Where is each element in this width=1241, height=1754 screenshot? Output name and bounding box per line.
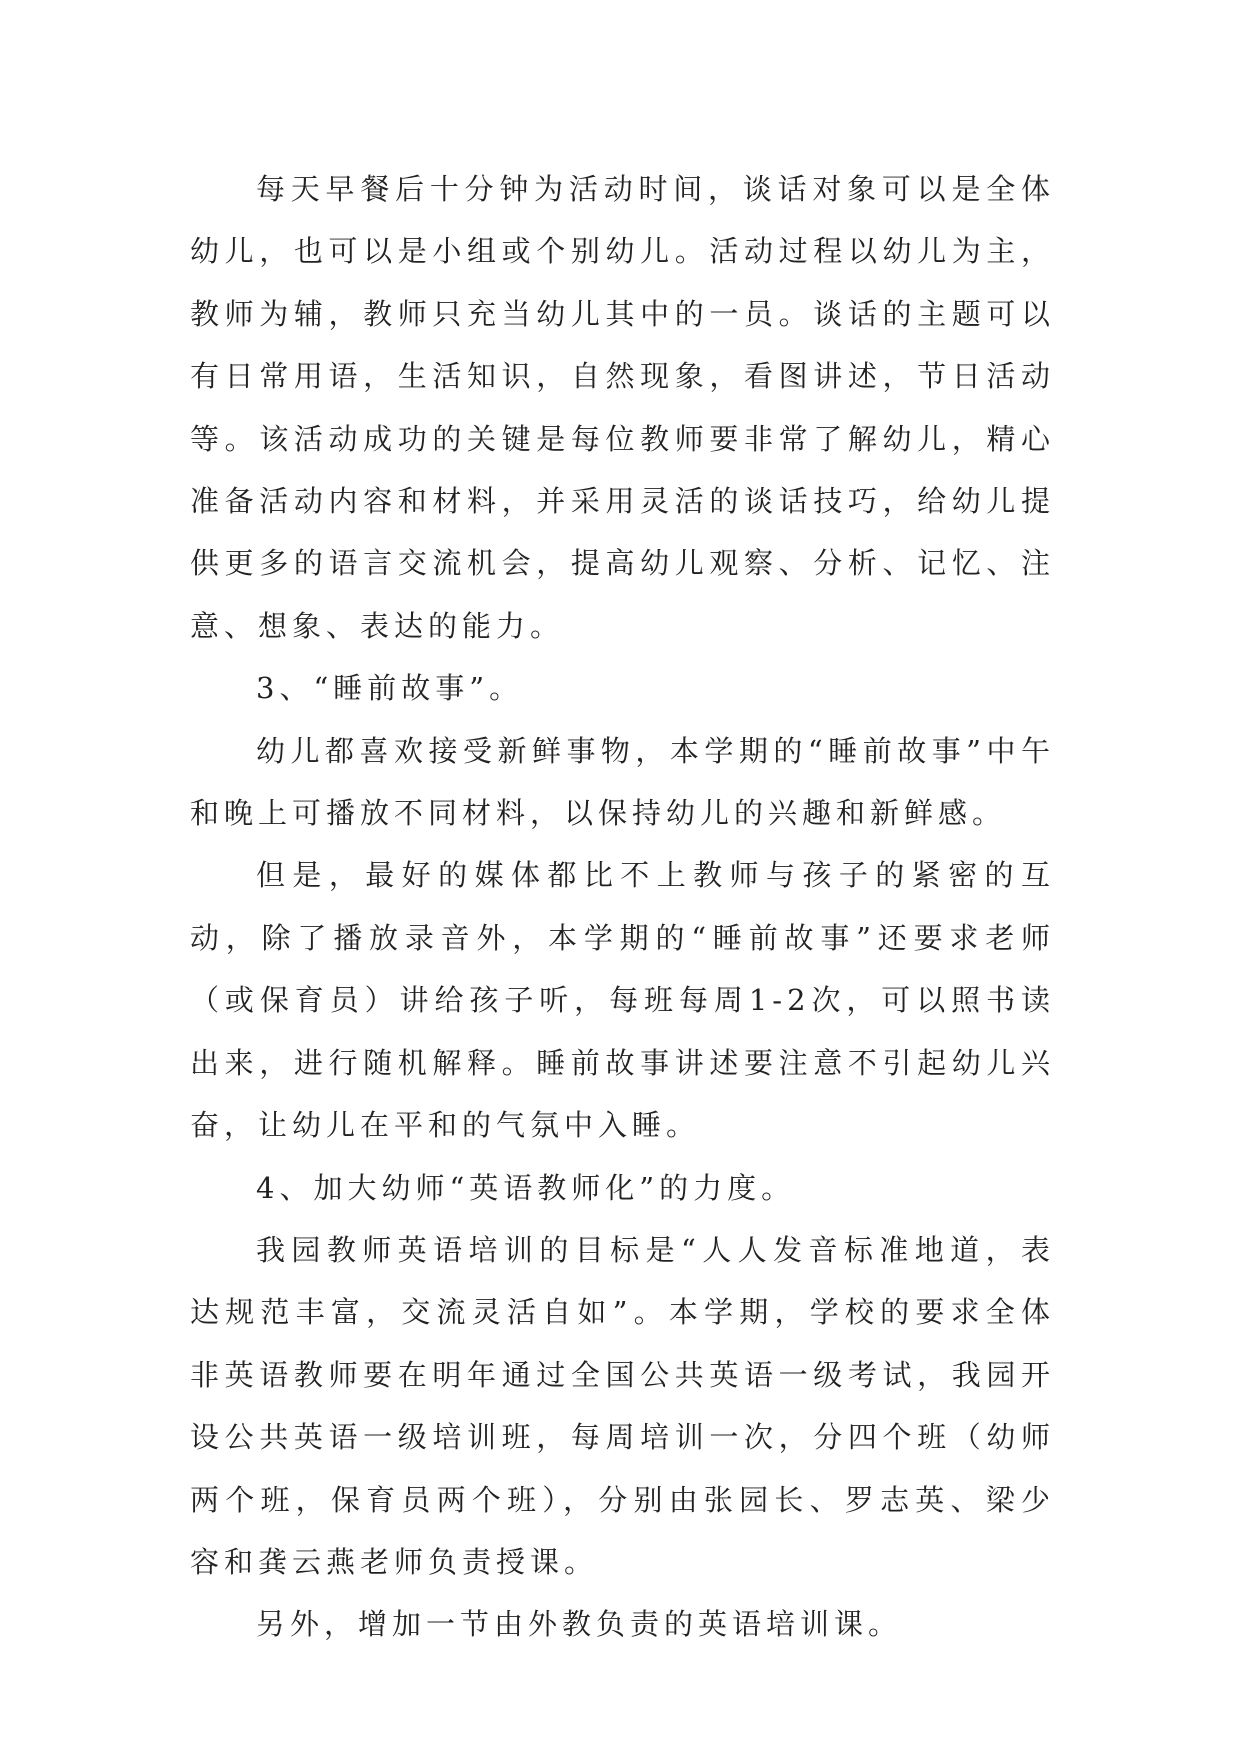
heading-bedtime-story: 3、“睡前故事”。 — [256, 671, 524, 706]
paragraph-bedtime-story-materials: 幼儿都喜欢接受新鲜事物，本学期的“睡前故事”中午和晚上可播放不同材料，以保持幼儿的兴趣和新鲜感。 — [190, 733, 1055, 831]
heading-english-teacher: 4、加大幼师“英语教师化”的力度。 — [256, 1170, 796, 1205]
document-body — [190, 158, 1055, 1656]
paragraph-conversation-activity: 每天早餐后十分钟为活动时间，谈话对象可以是全体幼儿，也可以是小组或个别幼儿。活动过程以幼儿为主，教师为辅，教师只充当幼儿其中的一员。谈话的主题可以有日常用语，生活知识，自然现象，看图讲述，节日活动等。该活动成功的关键是每位教师要非常了解幼儿，精心准备活动内容和材料，并采用灵活的谈话技巧，给幼儿提供更多的语言交流机会，提高幼儿观察、分析、记忆、注意、想象、表达的能力。 — [190, 172, 1055, 643]
paragraph-english-training: 我园教师英语培训的目标是“人人发音标准地道，表达规范丰富，交流灵活自如”。本学期，学校的要求全体非英语教师要在明年通过全国公共英语一级考试，我园开设公共英语一级培训班，每周培训一次，分四个班（幼师两个班，保育员两个班），分别由张园长、罗志英、梁少容和龚云燕老师负责授课。 — [190, 1232, 1055, 1579]
paragraph-bedtime-story-interaction: 但是，最好的媒体都比不上教师与孩子的紧密的互动，除了播放录音外，本学期的“睡前故事”还要求老师（或保育员）讲给孩子听，每班每周1-2次，可以照书读出来，进行随机解释。睡前故事讲述要注意不引起幼儿兴奋，让幼儿在平和的气氛中入睡。 — [190, 858, 1055, 1143]
paragraph-foreign-teacher-class: 另外，增加一节由外教负责的英语培训课。 — [256, 1607, 903, 1642]
